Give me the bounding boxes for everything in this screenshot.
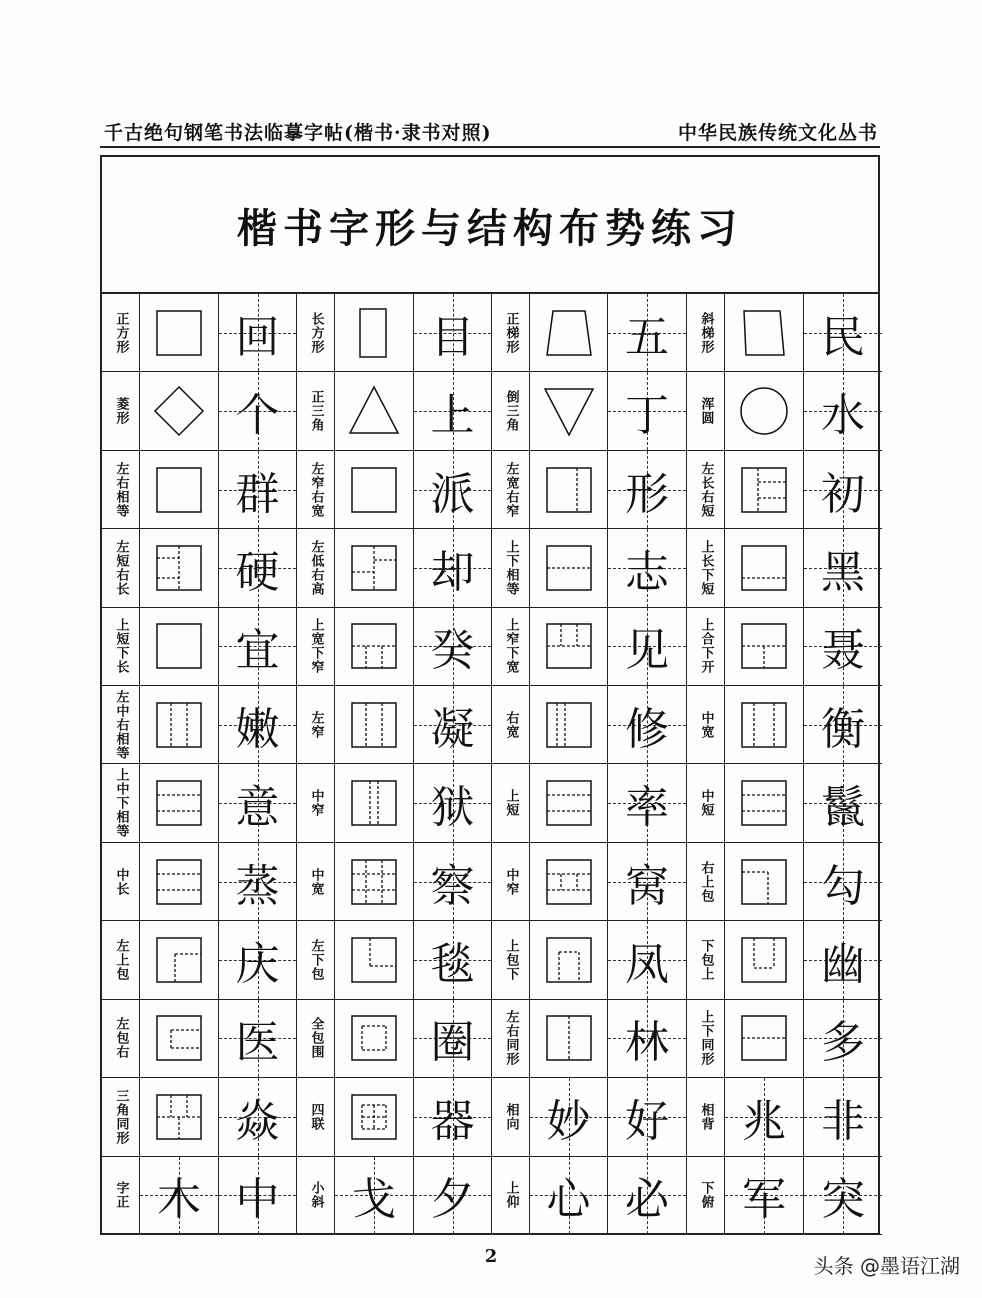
structure-label: 左上包 bbox=[113, 939, 129, 982]
diagram-cell bbox=[140, 1078, 219, 1156]
label-cell bbox=[492, 686, 530, 764]
example-char-cell bbox=[725, 1078, 804, 1156]
label-cell bbox=[102, 764, 140, 842]
diagram-cell bbox=[335, 686, 414, 764]
square-diagram-icon bbox=[149, 460, 209, 520]
example-char-cell bbox=[608, 764, 687, 842]
tall-rect-diagram-icon bbox=[344, 303, 404, 363]
structure-label: 左低右高 bbox=[308, 539, 324, 596]
example-char-cell bbox=[219, 921, 297, 999]
label-cell bbox=[687, 843, 725, 921]
label-cell bbox=[102, 372, 140, 450]
structure-label: 中长 bbox=[113, 867, 129, 896]
watermark: 头条 @墨语江湖 bbox=[813, 1254, 960, 1278]
example-char-cell bbox=[219, 1078, 297, 1156]
grid-mid-diagram-icon bbox=[344, 852, 404, 912]
structure-label: 三角同形 bbox=[113, 1088, 129, 1145]
bottom-enclose-diagram-icon bbox=[734, 930, 794, 990]
diagram-cell bbox=[725, 764, 804, 842]
example-char-cell bbox=[608, 1000, 687, 1078]
structure-label: 小斜 bbox=[308, 1181, 324, 1210]
example-char: 戈 bbox=[352, 1174, 396, 1226]
label-cell bbox=[102, 608, 140, 686]
structure-label: 上仰 bbox=[503, 1181, 519, 1210]
example-char: 目 bbox=[430, 311, 475, 363]
label-cell bbox=[102, 1078, 140, 1156]
structure-label: 长方形 bbox=[308, 311, 324, 354]
structure-label: 上长下短 bbox=[698, 539, 714, 596]
inv-triangle-diagram-icon bbox=[539, 381, 599, 441]
example-char-cell bbox=[219, 372, 297, 450]
example-char: 夕 bbox=[430, 1174, 475, 1226]
example-char-cell bbox=[608, 294, 687, 372]
example-char: 衡 bbox=[821, 703, 865, 755]
example-char: 水 bbox=[821, 390, 865, 442]
h-three-diagram-icon bbox=[149, 773, 209, 833]
left-enclose-diagram-icon bbox=[149, 1008, 209, 1068]
example-char: 聂 bbox=[821, 625, 865, 677]
example-char-cell bbox=[414, 372, 492, 450]
diagram-cell bbox=[725, 1000, 804, 1078]
example-char-cell bbox=[414, 1000, 492, 1078]
example-char: 圈 bbox=[430, 1017, 475, 1069]
square-diagram-icon bbox=[149, 303, 209, 363]
example-char-cell bbox=[414, 608, 492, 686]
diagram-cell bbox=[140, 764, 219, 842]
label-cell bbox=[102, 921, 140, 999]
h-mid-diagram-icon bbox=[539, 538, 599, 598]
label-cell bbox=[687, 764, 725, 842]
example-char-cell bbox=[140, 1157, 219, 1235]
example-char-cell bbox=[804, 921, 882, 999]
example-char-cell bbox=[414, 843, 492, 921]
right-top-diagram-icon bbox=[734, 852, 794, 912]
structure-label: 上下相等 bbox=[503, 539, 519, 596]
example-char: 林 bbox=[625, 1017, 669, 1069]
structure-label: 上短下长 bbox=[113, 618, 129, 675]
label-cell bbox=[687, 372, 725, 450]
structure-label: 相背 bbox=[698, 1102, 714, 1131]
label-cell bbox=[492, 529, 530, 607]
square-diagram-icon bbox=[149, 616, 209, 676]
example-char: 初 bbox=[821, 468, 865, 520]
left-top-diagram-icon bbox=[149, 930, 209, 990]
label-cell bbox=[492, 372, 530, 450]
v-three-wide-diagram-icon bbox=[734, 695, 794, 755]
structure-label: 右宽 bbox=[503, 710, 519, 739]
v-mid-diagram-icon bbox=[539, 1008, 599, 1068]
structure-label: 上窄下宽 bbox=[503, 618, 519, 675]
example-char: 嫩 bbox=[235, 703, 280, 755]
example-char-cell bbox=[804, 294, 882, 372]
diagram-cell bbox=[725, 451, 804, 529]
example-char-cell bbox=[219, 451, 297, 529]
diagram-cell bbox=[530, 1000, 608, 1078]
example-char: 志 bbox=[625, 546, 669, 598]
structure-label: 四联 bbox=[308, 1102, 324, 1131]
example-char: 中 bbox=[235, 1174, 280, 1226]
diagram-cell bbox=[335, 294, 414, 372]
example-char: 焱 bbox=[235, 1095, 280, 1147]
example-char-cell bbox=[219, 529, 297, 607]
diagram-cell bbox=[530, 686, 608, 764]
example-char-cell bbox=[414, 294, 492, 372]
label-cell bbox=[297, 1157, 335, 1235]
label-cell bbox=[687, 529, 725, 607]
structure-label: 左右相等 bbox=[113, 461, 129, 518]
diagram-cell bbox=[140, 921, 219, 999]
example-char-cell bbox=[608, 921, 687, 999]
example-char-cell bbox=[414, 1157, 492, 1235]
example-char-cell bbox=[335, 1157, 414, 1235]
example-char: 兆 bbox=[742, 1095, 786, 1147]
example-char: 宜 bbox=[235, 625, 280, 677]
example-char-cell bbox=[414, 1078, 492, 1156]
example-char-cell bbox=[414, 451, 492, 529]
structure-label: 左短右长 bbox=[113, 539, 129, 596]
v-three-left-diagram-icon bbox=[539, 695, 599, 755]
example-char-cell bbox=[219, 764, 297, 842]
example-char: 突 bbox=[821, 1174, 865, 1226]
diagram-cell bbox=[335, 1078, 414, 1156]
left-short-diagram-icon bbox=[149, 538, 209, 598]
diagram-cell bbox=[530, 529, 608, 607]
diagram-cell bbox=[725, 529, 804, 607]
example-char: 庆 bbox=[235, 939, 280, 991]
example-char: 黑 bbox=[821, 546, 865, 598]
label-cell bbox=[297, 529, 335, 607]
label-cell bbox=[297, 764, 335, 842]
structure-label: 上合下开 bbox=[698, 618, 714, 675]
label-cell bbox=[297, 1078, 335, 1156]
example-char: 个 bbox=[235, 390, 280, 442]
label-cell bbox=[102, 294, 140, 372]
label-cell bbox=[297, 372, 335, 450]
v-three-diagram-icon bbox=[149, 695, 209, 755]
top-wide-diagram-icon bbox=[344, 616, 404, 676]
example-char-cell bbox=[804, 1078, 882, 1156]
example-char: 却 bbox=[430, 546, 475, 598]
diagram-cell bbox=[140, 294, 219, 372]
label-cell bbox=[297, 451, 335, 529]
diagram-cell bbox=[140, 608, 219, 686]
example-char: 必 bbox=[625, 1174, 669, 1226]
example-char-cell bbox=[219, 294, 297, 372]
page-title: 楷书字形与结构布势练习 bbox=[237, 205, 743, 252]
h-three-diagram-icon bbox=[149, 852, 209, 912]
structure-label: 浑圆 bbox=[698, 397, 714, 426]
structure-label: 上下同形 bbox=[698, 1010, 714, 1067]
example-char-cell bbox=[804, 1000, 882, 1078]
diagram-cell bbox=[335, 764, 414, 842]
diagram-cell bbox=[725, 843, 804, 921]
label-cell bbox=[297, 608, 335, 686]
diagram-cell bbox=[725, 921, 804, 999]
structure-label: 左右同形 bbox=[503, 1010, 519, 1067]
tri-same-diagram-icon bbox=[149, 1087, 209, 1147]
diagram-cell bbox=[725, 608, 804, 686]
left-bottom-diagram-icon bbox=[344, 930, 404, 990]
structure-label: 字正 bbox=[113, 1181, 129, 1210]
diagram-cell bbox=[335, 1000, 414, 1078]
example-char-cell bbox=[608, 608, 687, 686]
diagram-cell bbox=[140, 686, 219, 764]
h-three-diagram-icon bbox=[734, 773, 794, 833]
example-char-cell bbox=[725, 1157, 804, 1235]
example-char-cell bbox=[804, 764, 882, 842]
example-char-cell bbox=[608, 529, 687, 607]
structure-label: 右上包 bbox=[698, 860, 714, 903]
label-cell bbox=[687, 451, 725, 529]
diagram-cell bbox=[335, 843, 414, 921]
example-char-cell bbox=[608, 843, 687, 921]
example-char: 窝 bbox=[625, 860, 669, 912]
example-char-cell bbox=[608, 1157, 687, 1235]
h-low-diagram-icon bbox=[734, 538, 794, 598]
diagram-cell bbox=[335, 372, 414, 450]
diagram-cell bbox=[140, 372, 219, 450]
diagram-cell bbox=[140, 1000, 219, 1078]
label-cell bbox=[492, 843, 530, 921]
example-char: 率 bbox=[625, 782, 669, 834]
label-cell bbox=[687, 1157, 725, 1235]
example-char: 丁 bbox=[625, 390, 669, 442]
example-char-cell bbox=[530, 1078, 608, 1156]
example-char-cell bbox=[804, 529, 882, 607]
label-cell bbox=[297, 921, 335, 999]
structure-label: 左中右相等 bbox=[113, 689, 129, 760]
four-diagram-icon bbox=[344, 1087, 404, 1147]
example-char: 派 bbox=[430, 468, 475, 520]
example-char-cell bbox=[219, 1000, 297, 1078]
example-char-cell bbox=[804, 686, 882, 764]
example-char-cell bbox=[530, 1157, 608, 1235]
example-char-cell bbox=[219, 686, 297, 764]
diagram-cell bbox=[335, 608, 414, 686]
example-char-cell bbox=[804, 843, 882, 921]
page-number: 2 bbox=[484, 1246, 498, 1267]
example-char: 毯 bbox=[430, 939, 475, 991]
structure-label: 倒三角 bbox=[503, 390, 519, 433]
label-cell bbox=[102, 529, 140, 607]
structure-label: 左宽右窄 bbox=[503, 461, 519, 518]
diagram-cell bbox=[140, 529, 219, 607]
label-cell bbox=[687, 1000, 725, 1078]
structure-label: 斜梯形 bbox=[698, 311, 714, 354]
structure-label: 全包围 bbox=[308, 1017, 324, 1060]
example-char: 群 bbox=[235, 468, 280, 520]
example-char: 察 bbox=[430, 860, 475, 912]
left-low-diagram-icon bbox=[344, 538, 404, 598]
example-char: 器 bbox=[430, 1095, 475, 1147]
label-cell bbox=[687, 686, 725, 764]
diagram-cell bbox=[530, 921, 608, 999]
example-char-cell bbox=[608, 1078, 687, 1156]
label-cell bbox=[492, 294, 530, 372]
label-cell bbox=[687, 294, 725, 372]
top-enclose-diagram-icon bbox=[539, 930, 599, 990]
structure-label: 左包右 bbox=[113, 1017, 129, 1060]
example-char: 医 bbox=[235, 1017, 280, 1069]
example-char: 木 bbox=[157, 1174, 201, 1226]
structure-label: 中宽 bbox=[698, 710, 714, 739]
top-close-diagram-icon bbox=[734, 616, 794, 676]
label-cell bbox=[492, 1157, 530, 1235]
structure-label: 左窄右宽 bbox=[308, 461, 324, 518]
label-cell bbox=[492, 764, 530, 842]
example-char: 回 bbox=[235, 311, 280, 363]
diagram-cell bbox=[725, 294, 804, 372]
v-right-diagram-icon bbox=[539, 460, 599, 520]
label-cell bbox=[102, 843, 140, 921]
left-long-diagram-icon bbox=[734, 460, 794, 520]
example-char-cell bbox=[608, 686, 687, 764]
structure-label: 正三角 bbox=[308, 390, 324, 433]
structure-label: 上短 bbox=[503, 789, 519, 818]
structure-label: 上中下相等 bbox=[113, 768, 129, 839]
slant-trapezoid-diagram-icon bbox=[734, 303, 794, 363]
label-cell bbox=[297, 294, 335, 372]
example-char: 好 bbox=[625, 1095, 669, 1147]
v-three-diagram-icon bbox=[344, 695, 404, 755]
example-char: 幽 bbox=[821, 939, 865, 991]
example-char-cell bbox=[219, 608, 297, 686]
example-char-cell bbox=[804, 1157, 882, 1235]
example-char: 见 bbox=[625, 625, 669, 677]
diagram-cell bbox=[725, 686, 804, 764]
structure-label: 相向 bbox=[503, 1102, 519, 1131]
example-char-cell bbox=[608, 372, 687, 450]
diagram-cell bbox=[335, 451, 414, 529]
label-cell bbox=[297, 843, 335, 921]
example-char-cell bbox=[219, 843, 297, 921]
example-char: 修 bbox=[625, 703, 669, 755]
diagram-cell bbox=[140, 451, 219, 529]
example-char-cell bbox=[414, 686, 492, 764]
example-char-cell bbox=[414, 764, 492, 842]
example-char-cell bbox=[804, 608, 882, 686]
structure-label: 上宽下窄 bbox=[308, 618, 324, 675]
label-cell bbox=[492, 1000, 530, 1078]
diagram-cell bbox=[530, 372, 608, 450]
triangle-diagram-icon bbox=[344, 381, 404, 441]
example-char-cell bbox=[219, 1157, 297, 1235]
example-char: 凤 bbox=[625, 939, 669, 991]
label-cell bbox=[102, 1157, 140, 1235]
label-cell bbox=[492, 1078, 530, 1156]
example-char: 凝 bbox=[430, 703, 475, 755]
structure-grid bbox=[102, 292, 878, 1235]
structure-label: 下包上 bbox=[698, 939, 714, 982]
diagram-cell bbox=[140, 843, 219, 921]
diamond-diagram-icon bbox=[149, 381, 209, 441]
diagram-cell bbox=[530, 764, 608, 842]
diagram-cell bbox=[530, 608, 608, 686]
structure-label: 左窄 bbox=[308, 710, 324, 739]
structure-label: 中宽 bbox=[308, 867, 324, 896]
example-char: 鬣 bbox=[821, 782, 865, 834]
series-title: 中华民族传统文化丛书 bbox=[677, 122, 878, 144]
example-char-cell bbox=[608, 451, 687, 529]
book-title: 千古绝句钢笔书法临摹字帖(楷书·隶书对照) bbox=[104, 122, 492, 144]
diagram-cell bbox=[530, 294, 608, 372]
example-char: 民 bbox=[821, 311, 865, 363]
example-char: 妙 bbox=[546, 1095, 591, 1147]
example-char: 非 bbox=[821, 1095, 865, 1147]
example-char: 蒸 bbox=[235, 860, 280, 912]
structure-label: 菱形 bbox=[113, 397, 129, 426]
example-char: 狱 bbox=[430, 782, 475, 834]
label-cell bbox=[297, 686, 335, 764]
structure-label: 左长右短 bbox=[698, 461, 714, 518]
label-cell bbox=[102, 686, 140, 764]
full-enclose-diagram-icon bbox=[344, 1008, 404, 1068]
example-char: 多 bbox=[821, 1017, 865, 1069]
example-char-cell bbox=[804, 451, 882, 529]
example-char: 形 bbox=[625, 468, 669, 520]
trapezoid-diagram-icon bbox=[539, 303, 599, 363]
label-cell bbox=[492, 451, 530, 529]
structure-label: 下俯 bbox=[698, 1181, 714, 1210]
square-diagram-icon bbox=[344, 460, 404, 520]
example-char: 硬 bbox=[235, 546, 280, 598]
circle-diagram-icon bbox=[734, 381, 794, 441]
label-cell bbox=[297, 1000, 335, 1078]
practice-sheet bbox=[100, 155, 880, 1235]
h-mid-diagram-icon bbox=[734, 1008, 794, 1068]
label-cell bbox=[687, 608, 725, 686]
example-char: 军 bbox=[742, 1174, 786, 1226]
header-rule bbox=[100, 146, 880, 148]
label-cell bbox=[492, 921, 530, 999]
diagram-cell bbox=[335, 529, 414, 607]
diagram-cell bbox=[530, 451, 608, 529]
example-char-cell bbox=[414, 921, 492, 999]
example-char: 心 bbox=[546, 1174, 591, 1226]
example-char-cell bbox=[414, 529, 492, 607]
diagram-cell bbox=[530, 843, 608, 921]
structure-label: 上包下 bbox=[503, 939, 519, 982]
example-char: 五 bbox=[625, 311, 669, 363]
structure-label: 正梯形 bbox=[503, 311, 519, 354]
h-three-diagram-icon bbox=[539, 773, 599, 833]
example-char: 上 bbox=[430, 390, 475, 442]
structure-label: 中短 bbox=[698, 789, 714, 818]
label-cell bbox=[102, 451, 140, 529]
structure-label: 中窄 bbox=[308, 789, 324, 818]
example-char-cell bbox=[804, 372, 882, 450]
structure-label: 左下包 bbox=[308, 939, 324, 982]
diagram-cell bbox=[335, 921, 414, 999]
example-char: 意 bbox=[235, 782, 280, 834]
label-cell bbox=[102, 1000, 140, 1078]
diagram-cell bbox=[725, 372, 804, 450]
label-cell bbox=[492, 608, 530, 686]
label-cell bbox=[687, 1078, 725, 1156]
label-cell bbox=[687, 921, 725, 999]
example-char: 勾 bbox=[821, 860, 865, 912]
grid-narrow-diagram-icon bbox=[539, 852, 599, 912]
top-narrow-diagram-icon bbox=[539, 616, 599, 676]
example-char: 癸 bbox=[430, 625, 475, 677]
structure-label: 中窄 bbox=[503, 867, 519, 896]
v-three-mid-diagram-icon bbox=[344, 773, 404, 833]
structure-label: 正方形 bbox=[113, 311, 129, 354]
